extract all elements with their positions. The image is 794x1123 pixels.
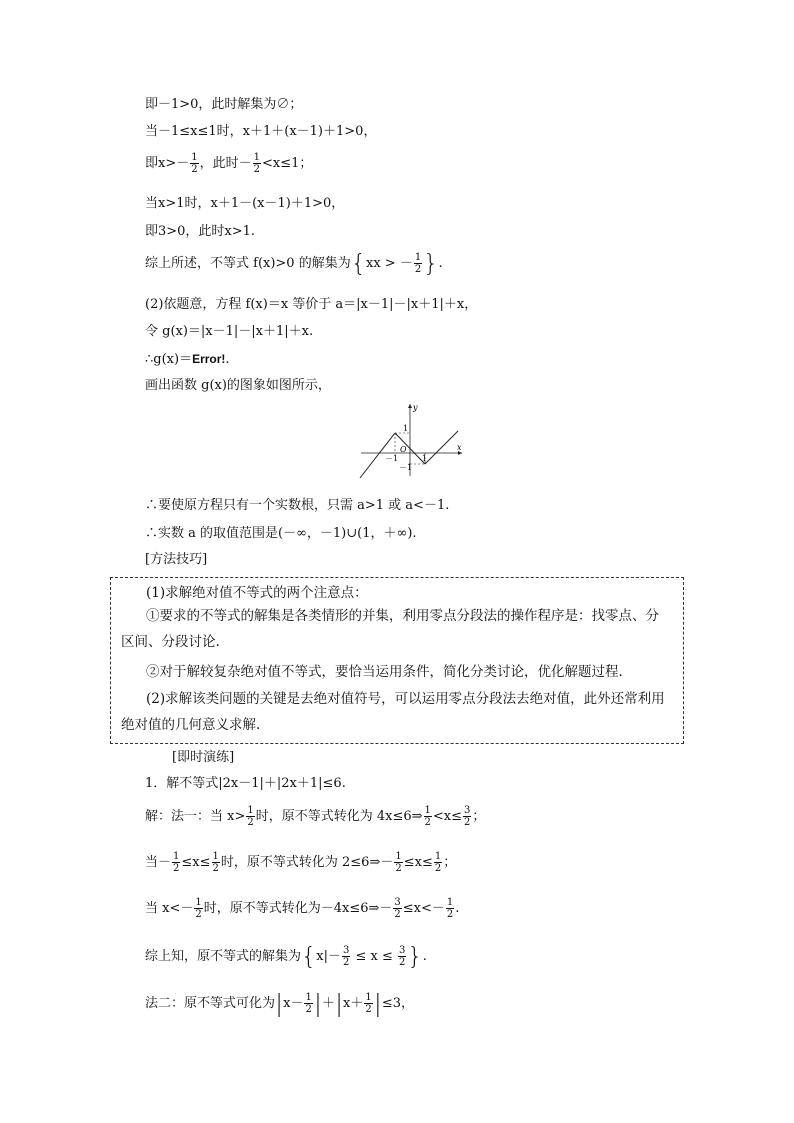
fraction: $\frac{1}{2}$	[253, 152, 260, 175]
text-line: (2)依题意，方程 f(x)＝x 等价于 a＝|x－1|－|x＋1|＋x，	[145, 297, 478, 312]
question: 1．解不等式|2x－1|＋|2x＋1|≤6.	[145, 776, 346, 791]
tick-label: 1	[403, 424, 409, 433]
box-line: ①要求的不等式的解集是各类情形的并集，利用零点分段法的操作程序是：找零点、分	[146, 608, 659, 624]
fraction: $\frac{3}{2}$	[464, 805, 471, 828]
origin-label: O	[400, 445, 407, 454]
text: .	[225, 352, 230, 367]
tick-label: －1	[385, 454, 399, 463]
fraction: $\frac{1}{2}$	[395, 851, 402, 874]
abs-bar: |	[275, 989, 284, 1018]
box-line: (1)求解绝对值不等式的两个注意点：	[146, 585, 368, 601]
fraction: $\frac{1}{2}$	[434, 851, 442, 874]
solution-line: 当－ $\frac{1}{2}$ ≤x≤ $\frac{1}{2}$ 时，原不等式转化为 2≤6⇒－ $\frac{1}{2}$ ≤x≤ $\frac{1}{2}$ ；	[145, 851, 457, 874]
fraction: $\frac{1}{2}$	[305, 992, 312, 1015]
box-line: 绝对值的几何意义求解.	[121, 717, 261, 733]
fraction: $\frac{3}{2}$	[394, 897, 401, 920]
text-line: 令 g(x)＝|x－1|－|x＋1|＋x.	[145, 324, 314, 339]
box-line: 区间、分段讨论.	[121, 634, 220, 650]
fraction: $\frac{3}{2}$	[343, 945, 350, 968]
y-axis-label: y	[413, 403, 418, 412]
text: xx > －	[366, 256, 413, 271]
function-graph	[355, 398, 467, 480]
text-line: 即－1>0，此时解集为∅；	[145, 97, 303, 112]
method-tips-box	[110, 577, 684, 744]
fraction: $\frac{1}{2}$	[195, 897, 202, 920]
text-line	[145, 350, 230, 369]
graph-segment	[425, 431, 458, 464]
text: .	[438, 256, 443, 271]
text-line: [方法技巧]	[145, 552, 208, 567]
text-line	[145, 152, 312, 175]
box-line: ②对于解较复杂绝对值不等式，要恰当运用条件，简化分类讨论，优化解题过程.	[146, 664, 623, 680]
text-line	[145, 249, 443, 278]
text-line: ∴要使原方程只有一个实数根，只需 a>1 或 a<－1.	[145, 498, 450, 513]
x-axis-label: x	[457, 443, 462, 452]
text: ∴g(x)＝	[145, 352, 193, 367]
abs-bar: |	[373, 989, 382, 1018]
fraction: $\frac{1}{2}$	[414, 252, 422, 275]
right-brace: }	[423, 249, 439, 278]
text: 综上所述，不等式 f(x)>0 的解集为	[145, 256, 351, 271]
left-brace: {	[301, 942, 317, 971]
text-line: 即3>0，此时x>1.	[145, 224, 256, 239]
error-text: Error!	[192, 352, 226, 366]
text: 即x>－	[145, 156, 190, 171]
abs-bar: |	[313, 989, 322, 1018]
fraction: $\frac{1}{2}$	[191, 152, 198, 175]
tick-label: －1	[399, 463, 413, 472]
abs-bar: |	[334, 989, 344, 1018]
left-brace: {	[350, 249, 366, 278]
text: ，此时－	[199, 156, 252, 171]
tick-label: 1	[422, 454, 428, 463]
y-axis-arrow	[408, 404, 412, 408]
right-brace: }	[407, 942, 423, 971]
fraction: $\frac{1}{2}$	[424, 805, 431, 828]
solution-line: 综上知，原不等式的解集为{x|－ $\frac{3}{2}$ ≤ x ≤ $\frac{3}{2}$ }.	[145, 942, 427, 971]
fraction: $\frac{1}{2}$	[247, 805, 254, 828]
section-header: [即时演练]	[172, 750, 235, 765]
box-line: (2)求解该类问题的关键是去绝对值符号，可以运用零点分段法去绝对值，此外还常利用	[146, 691, 665, 707]
fraction: $\frac{1}{2}$	[365, 992, 372, 1015]
text-line: ∴实数 a 的取值范围是(－∞，－1)∪(1，＋∞).	[145, 526, 417, 541]
fraction: $\frac{1}{2}$	[446, 897, 454, 920]
text-line: 当－1≤x≤1时，x＋1＋(x－1)＋1>0，	[145, 124, 377, 139]
fraction: $\frac{1}{2}$	[173, 851, 180, 874]
solution-line: 当 x<－ $\frac{1}{2}$ 时，原不等式转化为－4x≤6⇒－ $\frac{3}{2}$ ≤x<－ $\frac{1}{2}$ .	[145, 897, 460, 920]
text: <x≤1；	[262, 156, 313, 171]
solution-line: 解：法一：当 x> $\frac{1}{2}$ 时，原不等式转化为 4x≤6⇒ $\frac{1}{2}$ <x≤ $\frac{3}{2}$ ；	[145, 805, 486, 828]
text-line: 当x>1时，x＋1－(x－1)＋1>0，	[145, 196, 345, 211]
fraction: $\frac{1}{2}$	[212, 851, 219, 874]
text-line: 画出函数 g(x)的图象如图所示，	[145, 378, 331, 393]
fraction: $\frac{3}{2}$	[399, 945, 406, 968]
solution-line: 法二：原不等式可化为|x－ $\frac{1}{2}$ |＋|x＋ $\frac{1}{2}$ |≤3，	[145, 989, 415, 1018]
